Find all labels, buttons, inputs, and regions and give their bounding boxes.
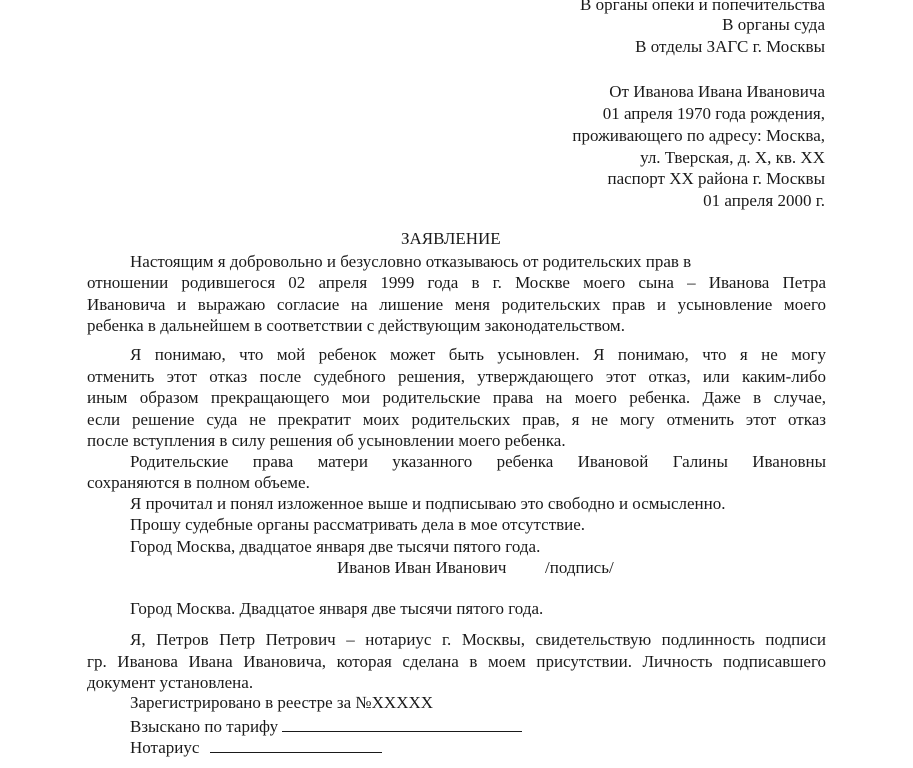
- addressee-courts: В органы суда: [722, 15, 825, 34]
- paragraph-place-date: Город Москва, двадцатое января две тысячи пятого года.: [130, 537, 541, 556]
- notary-blank-line: [210, 736, 382, 753]
- paragraph-3-line-1: Родительские права матери указанного ребенка Ивановой Галины Ивановны: [130, 452, 826, 471]
- paragraph-2-line-3: иным образом прекращающего мои родительские права на моего ребенка. Даже в случае,: [87, 388, 826, 407]
- addressee-guardianship: В органы опеки и попечительства: [580, 0, 825, 14]
- sender-address-line-1: проживающего по адресу: Москва,: [572, 126, 825, 145]
- document-title: ЗАЯВЛЕНИЕ: [401, 229, 501, 248]
- paragraph-1-line-1: Настоящим я добровольно и безусловно отказываюсь от родительских прав в: [130, 252, 692, 271]
- notary-cert-line-3: документ установлена.: [87, 673, 254, 692]
- paragraph-2-line-4: если решение суда не прекратит моих родительских прав, я не могу отменить этот отказ: [87, 410, 826, 429]
- sender-name: От Иванова Ивана Ивановича: [609, 82, 825, 101]
- notary-registry: Зарегистрировано в реестре за №ХХХХХ: [130, 693, 434, 712]
- sender-passport-date: 01 апреля 2000 г.: [703, 191, 825, 210]
- sender-birthdate: 01 апреля 1970 года рождения,: [602, 104, 825, 123]
- notary-cert-line-2: гр. Иванова Ивана Ивановича, которая сделана в моем присутствии. Личность подписавшего: [87, 652, 826, 671]
- paragraph-consent: Я прочитал и понял изложенное выше и подписываю это свободно и осмысленно.: [130, 494, 726, 513]
- paragraph-1-line-3: Ивановича и выражаю согласие на лишение меня родительских прав и усыновление моего: [87, 295, 826, 314]
- signature-label: /подпись/: [545, 558, 614, 577]
- tariff-blank-line: [282, 715, 522, 732]
- sender-address-line-2: ул. Тверская, д. Х, кв. ХХ: [640, 148, 825, 167]
- paragraph-2-line-5: после вступления в силу решения об усыновлении моего ребенка.: [87, 431, 566, 450]
- notary-row: [130, 736, 382, 758]
- notary-label: Нотариус: [130, 738, 200, 757]
- tariff-row: [130, 715, 522, 737]
- notary-cert-line-1: Я, Петров Петр Петрович – нотариус г. Москвы, свидетельствую подлинность подписи: [130, 630, 826, 649]
- paragraph-2-line-1: Я понимаю, что мой ребенок может быть усыновлен. Я понимаю, что я не могу: [130, 345, 826, 364]
- paragraph-1-line-4: ребенка в дальнейшем в соответствии с действующим законодательством.: [87, 316, 625, 335]
- paragraph-1-line-2: отношении родившегося 02 апреля 1999 года в г. Москве моего сына – Иванова Петра: [87, 273, 826, 292]
- tariff-label: Взыскано по тарифу: [130, 717, 279, 736]
- paragraph-2-line-2: отменить этот отказ после судебного решения, утверждающего этот отказ, или каким-либо: [87, 367, 826, 386]
- paragraph-absence-request: Прошу судебные органы рассматривать дела в мое отсутствие.: [130, 515, 586, 534]
- sender-passport: паспорт ХХ района г. Москвы: [607, 169, 825, 188]
- notary-date-line: Город Москва. Двадцатое января две тысячи пятого года.: [130, 599, 544, 618]
- paragraph-3-line-2: сохраняются в полном объеме.: [87, 473, 310, 492]
- signature-name: Иванов Иван Иванович: [337, 558, 507, 577]
- addressee-registry-office: В отделы ЗАГС г. Москвы: [635, 37, 825, 56]
